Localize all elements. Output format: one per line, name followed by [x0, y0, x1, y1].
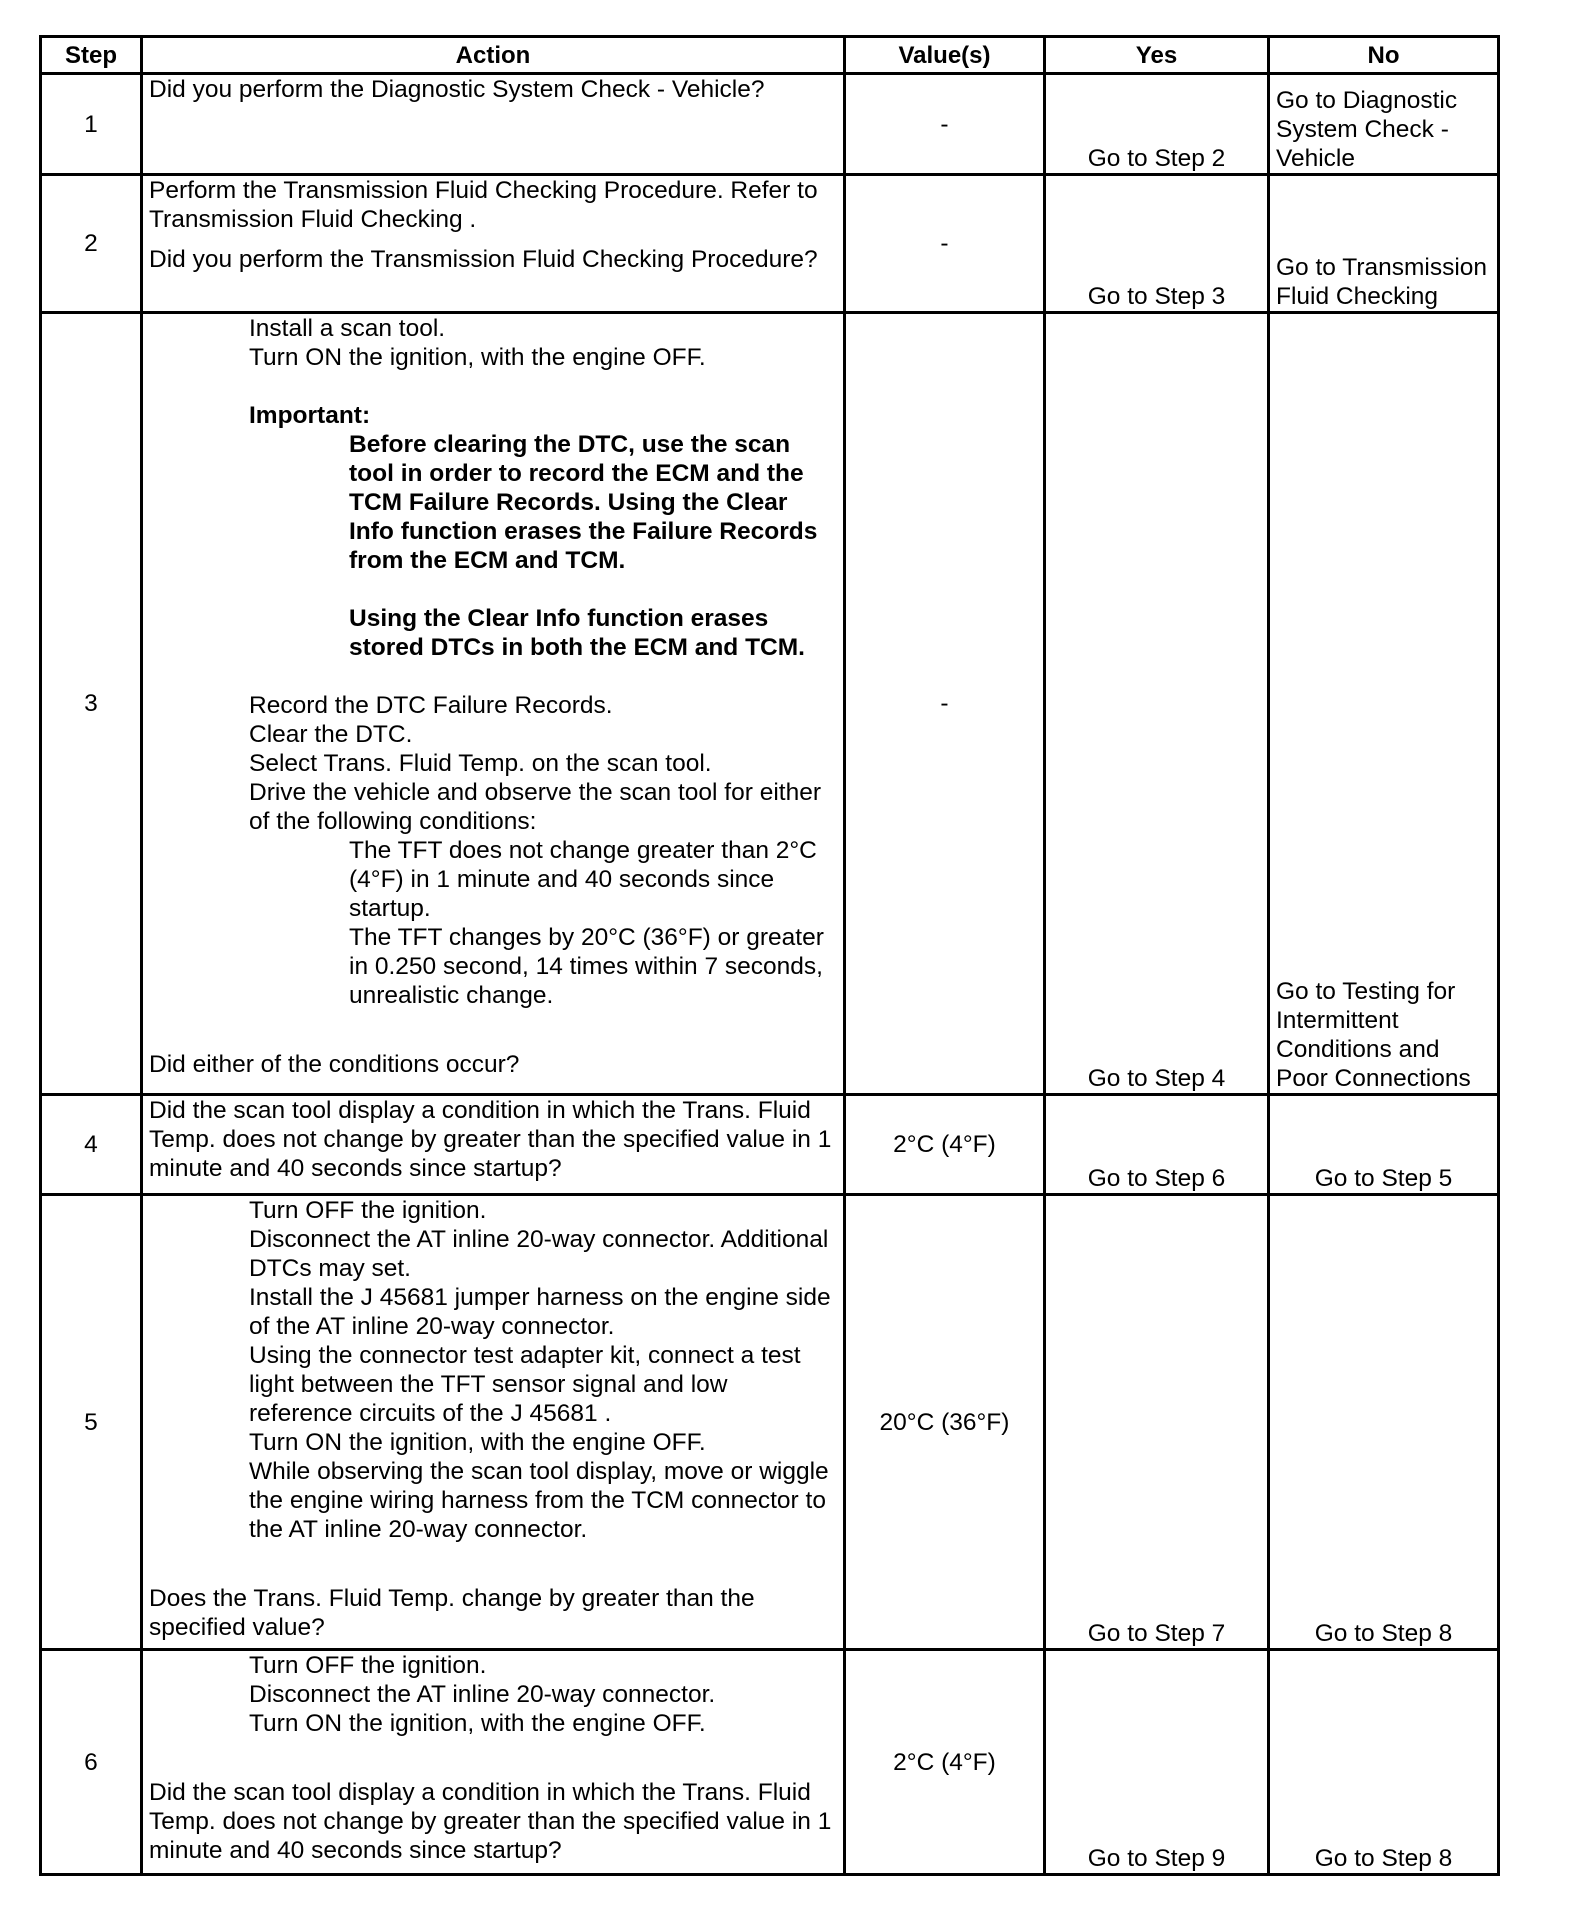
action-item: Turn OFF the ignition. [249, 1652, 487, 1679]
action-text: Perform the Transmission Fluid Checking Procedure. Refer to Transmission Fluid Checking . [149, 177, 818, 233]
action-question: Did either of the conditions occur? [149, 1051, 520, 1078]
value-cell: - [845, 74, 1045, 175]
value-cell: - [845, 313, 1045, 1095]
action-item: Install a scan tool. [249, 315, 446, 342]
spacer [149, 1544, 837, 1584]
action-cell [142, 313, 845, 1095]
step-number: 5 [41, 1195, 142, 1650]
action-item: Using the connector test adapter kit, connect a test light between the TFT sensor signal and low reference circuits of the J 45681 . [249, 1342, 801, 1427]
action-question: Did you perform the Diagnostic System Check - Vehicle? [149, 76, 765, 103]
spacer [149, 1738, 837, 1778]
step-number: 4 [41, 1095, 142, 1195]
action-item: Turn ON the ignition, with the engine OFF. [249, 1429, 706, 1456]
no-cell: Go to Step 5 [1269, 1095, 1499, 1195]
action-item: While observing the scan tool display, move or wiggle the engine wiring harness from the TCM connector to the AT inline 20-way connector. [249, 1458, 829, 1543]
action-item: Drive the vehicle and observe the scan tool for either of the following conditions: [249, 779, 821, 835]
action-question: Did the scan tool display a condition in which the Trans. Fluid Temp. does not change by greater than the specified value in 1 minute and 40 seconds since startup? [149, 1097, 832, 1182]
action-item: Turn ON the ignition, with the engine OFF. [249, 1710, 706, 1737]
spacer [149, 575, 837, 604]
value-cell: 2°C (4°F) [845, 1650, 1045, 1875]
yes-cell: Go to Step 3 [1045, 175, 1269, 313]
value-cell: - [845, 175, 1045, 313]
no-cell: Go to Diagnostic System Check - Vehicle [1269, 74, 1499, 175]
action-item: Disconnect the AT inline 20-way connector. [249, 1681, 716, 1708]
spacer [149, 372, 837, 401]
action-question: Did the scan tool display a condition in which the Trans. Fluid Temp. does not change by greater than the specified value in 1 minute and 40 seconds since startup? [149, 1779, 832, 1864]
step-number: 1 [41, 74, 142, 175]
action-cell [142, 1095, 845, 1195]
action-item: Record the DTC Failure Records. [249, 692, 613, 719]
yes-cell: Go to Step 9 [1045, 1650, 1269, 1875]
spacer [149, 234, 837, 245]
action-question: Does the Trans. Fluid Temp. change by greater than the specified value? [149, 1585, 755, 1641]
action-cell [142, 1195, 845, 1650]
diagnostic-table [39, 35, 1500, 1876]
header-no: No [1269, 37, 1499, 74]
yes-cell: Go to Step 4 [1045, 313, 1269, 1095]
action-question: Did you perform the Transmission Fluid Checking Procedure? [149, 246, 818, 273]
action-item: Select Trans. Fluid Temp. on the scan tool. [249, 750, 712, 777]
action-item: Clear the DTC. [249, 721, 413, 748]
table-row [41, 1195, 1499, 1650]
yes-cell: Go to Step 6 [1045, 1095, 1269, 1195]
table-row [41, 74, 1499, 175]
condition-item: The TFT changes by 20°C (36°F) or greater in 0.250 second, 14 times within 7 seconds, unrealistic change. [349, 924, 824, 1009]
table-row [41, 175, 1499, 313]
table-row [41, 1650, 1499, 1875]
header-step: Step [41, 37, 142, 74]
action-item: Turn OFF the ignition. [249, 1197, 487, 1224]
table-row [41, 1095, 1499, 1195]
step-number: 3 [41, 313, 142, 1095]
step-number: 6 [41, 1650, 142, 1875]
no-cell: Go to Transmission Fluid Checking [1269, 175, 1499, 313]
header-yes: Yes [1045, 37, 1269, 74]
yes-cell: Go to Step 7 [1045, 1195, 1269, 1650]
no-cell: Go to Testing for Intermittent Conditions and Poor Connections [1269, 313, 1499, 1095]
header-action: Action [142, 37, 845, 74]
no-cell: Go to Step 8 [1269, 1195, 1499, 1650]
important-note: Before clearing the DTC, use the scan tool in order to record the ECM and the TCM Failure Records. Using the Clear Info function erases the Failure Records from the ECM and TCM. [349, 431, 818, 574]
no-cell: Go to Step 8 [1269, 1650, 1499, 1875]
yes-cell: Go to Step 2 [1045, 74, 1269, 175]
value-cell: 20°C (36°F) [845, 1195, 1045, 1650]
action-item: Disconnect the AT inline 20-way connector. Additional DTCs may set. [249, 1226, 829, 1282]
spacer [149, 662, 837, 691]
important-label: Important: [249, 402, 371, 429]
spacer [149, 1010, 837, 1050]
header-values: Value(s) [845, 37, 1045, 74]
important-note: Using the Clear Info function erases stored DTCs in both the ECM and TCM. [349, 605, 805, 661]
step-number: 2 [41, 175, 142, 313]
value-cell: 2°C (4°F) [845, 1095, 1045, 1195]
action-cell [142, 175, 845, 313]
action-item: Install the J 45681 jumper harness on the engine side of the AT inline 20-way connector. [249, 1284, 831, 1340]
header-row [41, 37, 1499, 74]
table-row [41, 313, 1499, 1095]
action-cell [142, 74, 845, 175]
action-item: Turn ON the ignition, with the engine OFF. [249, 344, 706, 371]
condition-item: The TFT does not change greater than 2°C (4°F) in 1 minute and 40 seconds since startup. [349, 837, 817, 922]
action-cell [142, 1650, 845, 1875]
